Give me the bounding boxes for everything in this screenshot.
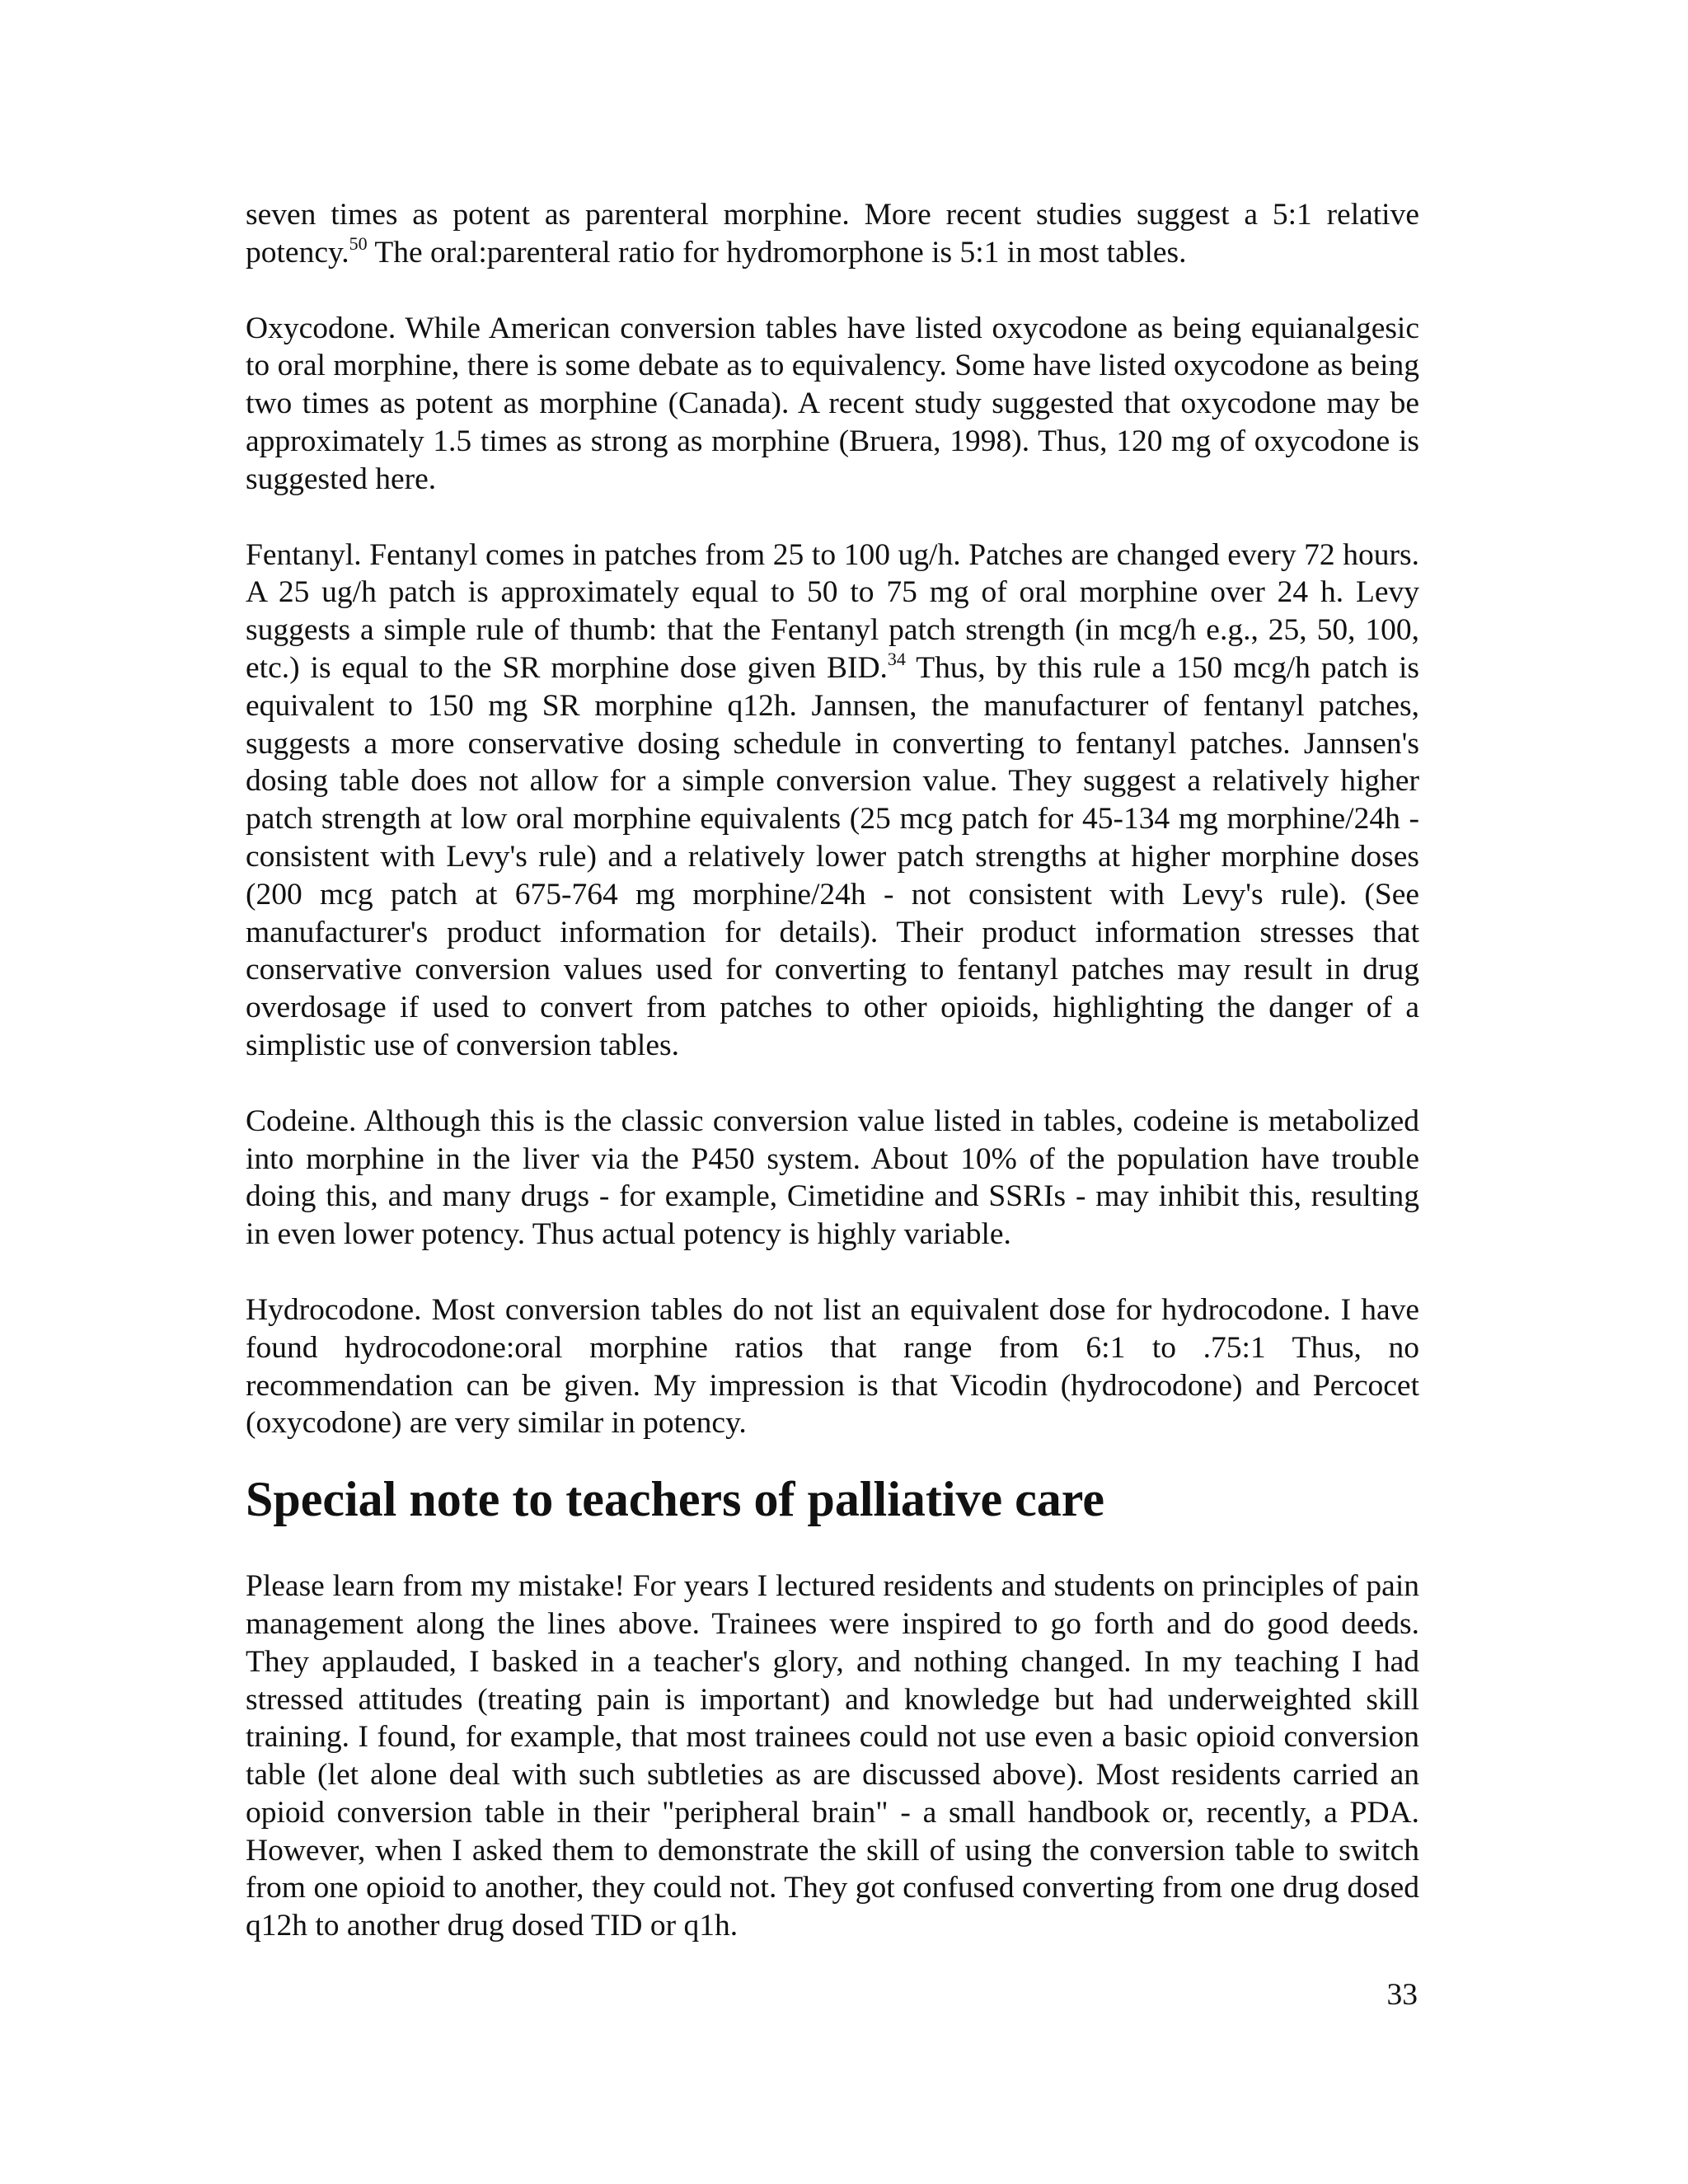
footnote-reference: 50 bbox=[349, 232, 368, 254]
footnote-reference: 34 bbox=[887, 648, 906, 669]
paragraph-fentanyl bbox=[246, 537, 1419, 1065]
paragraph-text: Fentanyl. Fentanyl comes in patches from 25 to 100 ug/h. Patches are changed every 72 hours. A 25 ug/h patch is approximately equal to 50 to 75 mg of oral morphine over 24 h. Levy suggests a simple rule of thumb: that the Fentanyl patch strength (in mcg/h e.g., 25, 50, 100, etc.) is equal to the SR morphine dose given BID. bbox=[246, 537, 1419, 685]
paragraph-teachers-note: Please learn from my mistake! For years I lectured residents and students on principles of pain management along the lines above. Trainees were inspired to go forth and do good deeds. They applauded, I basked in a teacher's glory, and nothing changed. In my teaching I had stressed attitudes (treating pain is important) and knowledge but had underweighted skill training. I found, for example, that most trainees could not use even a basic opioid conversion table (let alone deal with such subtleties as are discussed above). Most residents carried an opioid conversion table in their "peripheral brain" - a small handbook or, recently, a PDA. However, when I asked them to demonstrate the skill of using the conversion table to switch from one opioid to another, they could not. They got confused converting from one drug dosed q12h to another drug dosed TID or q1h. bbox=[246, 1569, 1419, 1943]
section-heading: Special note to teachers of palliative care bbox=[246, 1472, 1104, 1527]
paragraph-text: seven times as potent as parenteral morphine. More recent studies suggest a 5:1 relative potency. bbox=[246, 198, 1419, 269]
paragraph-codeine: Codeine. Although this is the classic conversion value listed in tables, codeine is metabolized into morphine in the liver via the P450 system. About 10% of the population have trouble doing this, and many drugs - for example, Cimetidine and SSRIs - may inhibit this, resulting in even lower potency. Thus actual potency is highly variable. bbox=[246, 1104, 1419, 1252]
paragraph-oxycodone: Oxycodone. While American conversion tables have listed oxycodone as being equianalgesic to oral morphine, there is some debate as to equivalency. Some have listed oxycodone as being two times as potent as morphine (Canada). A recent study suggested that oxycodone may be approximately 1.5 times as strong as morphine (Bruera, 1998). Thus, 120 mg of oxycodone is suggested here. bbox=[246, 311, 1419, 496]
paragraph-hydromorphone bbox=[246, 196, 1419, 272]
page-body bbox=[246, 196, 1419, 1945]
page-number: 33 bbox=[1386, 1978, 1418, 2012]
paragraph-hydrocodone: Hydrocodone. Most conversion tables do not list an equivalent dose for hydrocodone. I have found hydrocodone:oral morphine ratios that range from 6:1 to .75:1 Thus, no recommendation can be given. My impression is that Vicodin (hydrocodone) and Percocet (oxycodone) are very similar in potency. bbox=[246, 1292, 1419, 1441]
paragraph-text: The oral:parenteral ratio for hydromorphone is 5:1 in most tables. bbox=[367, 235, 1187, 269]
paragraph-text: Thus, by this rule a 150 mcg/h patch is equivalent to 150 mg SR morphine q12h. Jannsen, the manufacturer of fentanyl patches, suggests a more conservative dosing schedule in converting to fentanyl patches. Jannsen's dosing table does not allow for a simple conversion value. They suggest a relatively higher patch strength at low oral morphine equivalents (25 mcg patch for 45-134 mg morphine/24h - consistent with Levy's rule) and a relatively lower patch strengths at higher morphine doses (200 mcg patch at 675-764 mg morphine/24h - not consistent with Levy's rule). (See manufacturer's product information for details). Their product information stresses that conservative conversion values used for converting to fentanyl patches may result in drug overdosage if used to convert from patches to other opioids, highlighting the danger of a simplistic use of conversion tables. bbox=[246, 650, 1419, 1062]
